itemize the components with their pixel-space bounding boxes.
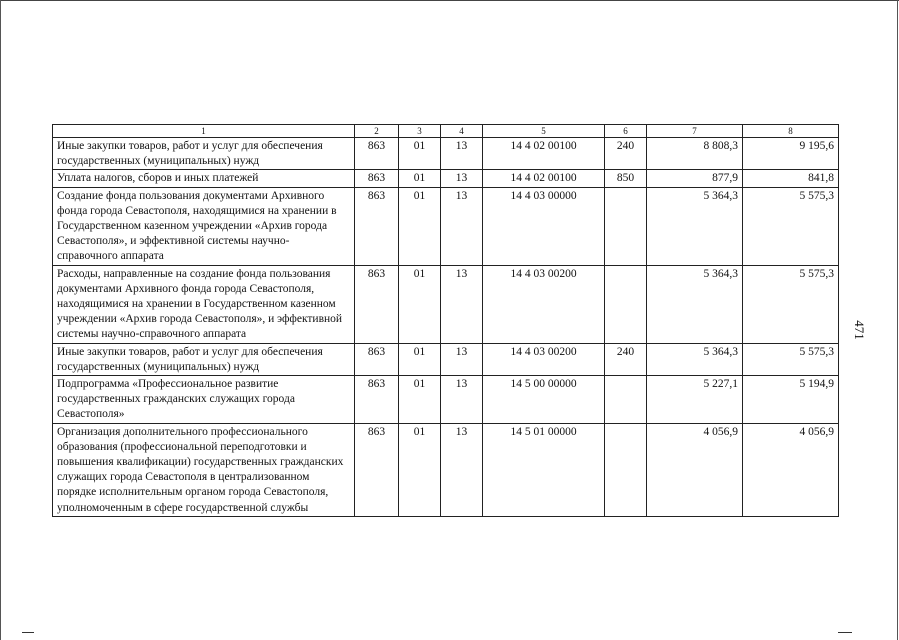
expense-type-cell	[605, 187, 647, 265]
table-row	[53, 187, 839, 265]
header-cell: 3	[399, 125, 441, 138]
section-code-cell: 01	[399, 423, 441, 516]
table-row	[53, 138, 839, 170]
expense-name-cell: Организация дополнительного профессионального образования (профессиональной переподготовки и повышения квалификации) государственных гражданских служащих города Севастополя в централизованном порядке исполнительным органом города Севастополя, уполномоченным в сфере государственной службы	[53, 423, 355, 516]
department-code-cell: 863	[355, 423, 399, 516]
subsection-code-cell: 13	[441, 170, 483, 187]
table-row	[53, 423, 839, 516]
target-article-cell: 14 4 03 00200	[483, 265, 605, 343]
department-code-cell: 863	[355, 343, 399, 375]
amount-year1-cell: 5 364,3	[647, 265, 743, 343]
department-code-cell: 863	[355, 138, 399, 170]
target-article-cell: 14 4 02 00100	[483, 170, 605, 187]
header-cell: 8	[743, 125, 839, 138]
expense-type-cell: 850	[605, 170, 647, 187]
expense-type-cell: 240	[605, 138, 647, 170]
subsection-code-cell: 13	[441, 343, 483, 375]
expense-type-cell: 240	[605, 343, 647, 375]
department-code-cell: 863	[355, 187, 399, 265]
subsection-code-cell: 13	[441, 423, 483, 516]
expense-type-cell	[605, 376, 647, 424]
target-article-cell: 14 4 03 00200	[483, 343, 605, 375]
scan-border-top	[0, 0, 899, 1]
amount-year2-cell: 5 575,3	[743, 343, 839, 375]
table-row	[53, 376, 839, 424]
table-row	[53, 343, 839, 375]
department-code-cell: 863	[355, 265, 399, 343]
amount-year2-cell: 4 056,9	[743, 423, 839, 516]
amount-year1-cell: 8 808,3	[647, 138, 743, 170]
header-cell: 5	[483, 125, 605, 138]
header-cell: 4	[441, 125, 483, 138]
expense-name-cell: Иные закупки товаров, работ и услуг для обеспечения государственных (муниципальных) нужд	[53, 343, 355, 375]
expense-name-cell: Расходы, направленные на создание фонда пользования документами Архивного фонда города Севастополя, находящимися на хранении в Государственном казенном учреждении «Архив города Севастополя», и эффективной системы научно-справочного аппарата	[53, 265, 355, 343]
amount-year1-cell: 5 364,3	[647, 187, 743, 265]
table-row	[53, 170, 839, 187]
budget-table	[52, 124, 839, 517]
header-cell: 2	[355, 125, 399, 138]
page-number: 471	[851, 320, 867, 340]
header-cell: 6	[605, 125, 647, 138]
scan-border-right	[897, 0, 898, 640]
expense-name-cell: Создание фонда пользования документами Архивного фонда города Севастополя, находящимися на хранении в Государственном казенном учреждении «Архив города Севастополя», и эффективной системы научно-справочного аппарата	[53, 187, 355, 265]
table-row	[53, 265, 839, 343]
department-code-cell: 863	[355, 376, 399, 424]
section-code-cell: 01	[399, 265, 441, 343]
section-code-cell: 01	[399, 343, 441, 375]
department-code-cell: 863	[355, 170, 399, 187]
amount-year1-cell: 5 364,3	[647, 343, 743, 375]
expense-name-cell: Иные закупки товаров, работ и услуг для обеспечения государственных (муниципальных) нужд	[53, 138, 355, 170]
header-cell: 1	[53, 125, 355, 138]
target-article-cell: 14 5 00 00000	[483, 376, 605, 424]
expense-name-cell: Уплата налогов, сборов и иных платежей	[53, 170, 355, 187]
target-article-cell: 14 4 02 00100	[483, 138, 605, 170]
amount-year1-cell: 5 227,1	[647, 376, 743, 424]
amount-year2-cell: 841,8	[743, 170, 839, 187]
subsection-code-cell: 13	[441, 265, 483, 343]
expense-name-cell: Подпрограмма «Профессиональное развитие государственных гражданских служащих города Севастополя»	[53, 376, 355, 424]
header-cell: 7	[647, 125, 743, 138]
amount-year1-cell: 4 056,9	[647, 423, 743, 516]
section-code-cell: 01	[399, 170, 441, 187]
subsection-code-cell: 13	[441, 376, 483, 424]
amount-year1-cell: 877,9	[647, 170, 743, 187]
scan-mark	[838, 632, 852, 633]
target-article-cell: 14 4 03 00000	[483, 187, 605, 265]
target-article-cell: 14 5 01 00000	[483, 423, 605, 516]
section-code-cell: 01	[399, 187, 441, 265]
scan-mark	[22, 632, 34, 633]
section-code-cell: 01	[399, 138, 441, 170]
subsection-code-cell: 13	[441, 187, 483, 265]
expense-type-cell	[605, 265, 647, 343]
scan-border-left	[0, 0, 1, 640]
header-row	[53, 125, 839, 138]
amount-year2-cell: 5 575,3	[743, 187, 839, 265]
amount-year2-cell: 5 194,9	[743, 376, 839, 424]
amount-year2-cell: 9 195,6	[743, 138, 839, 170]
subsection-code-cell: 13	[441, 138, 483, 170]
section-code-cell: 01	[399, 376, 441, 424]
expense-type-cell	[605, 423, 647, 516]
amount-year2-cell: 5 575,3	[743, 265, 839, 343]
